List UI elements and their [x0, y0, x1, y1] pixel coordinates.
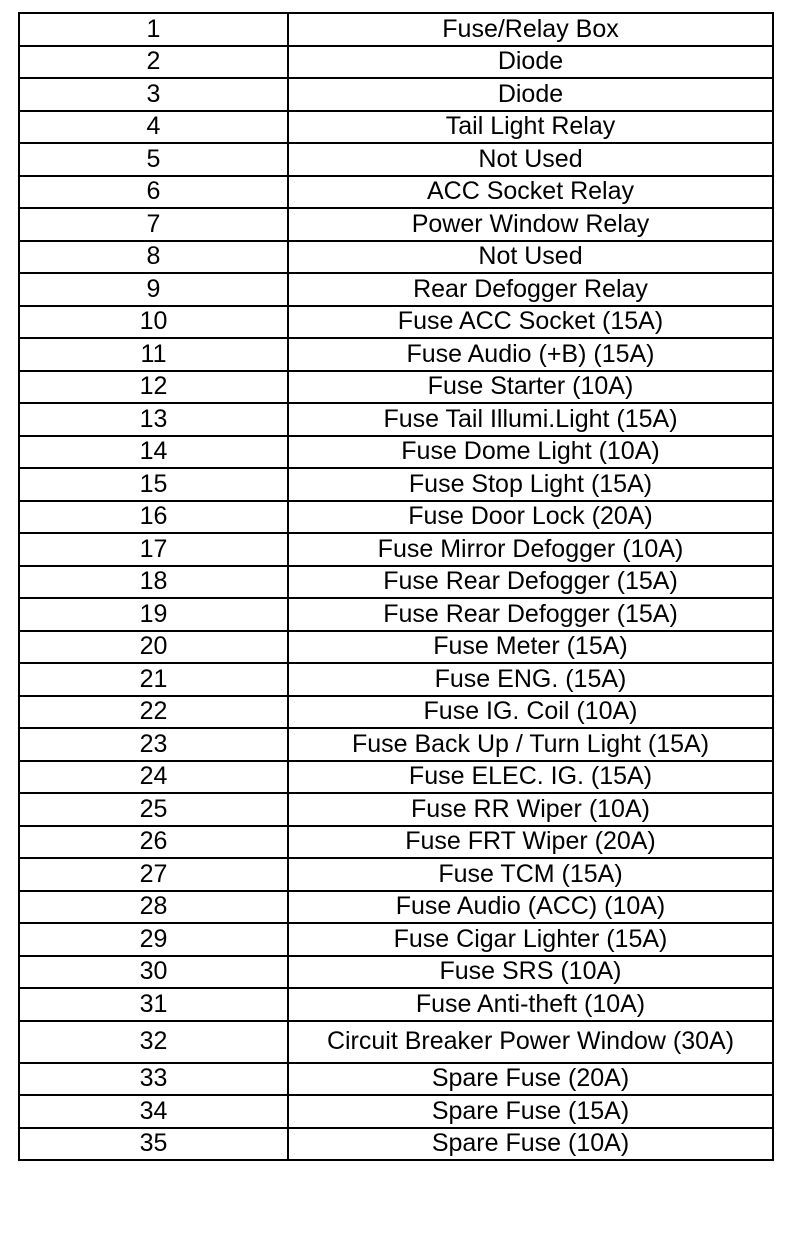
- fuse-number-cell: 34: [19, 1095, 288, 1128]
- fuse-description-cell: Fuse Anti-theft (10A): [288, 988, 773, 1021]
- fuse-number-cell: 6: [19, 176, 288, 209]
- fuse-description-cell: Fuse Rear Defogger (15A): [288, 598, 773, 631]
- fuse-number-cell: 8: [19, 241, 288, 274]
- fuse-number-cell: 4: [19, 111, 288, 144]
- fuse-number-cell: 20: [19, 631, 288, 664]
- fuse-description-cell: Spare Fuse (10A): [288, 1128, 773, 1161]
- table-row: [19, 826, 773, 859]
- table-row: [19, 208, 773, 241]
- table-row: [19, 858, 773, 891]
- table-row: [19, 176, 773, 209]
- fuse-description-cell: Fuse Tail Illumi.Light (15A): [288, 403, 773, 436]
- table-row: [19, 371, 773, 404]
- fuse-number-cell: 12: [19, 371, 288, 404]
- table-row: [19, 533, 773, 566]
- fuse-number-cell: 30: [19, 956, 288, 989]
- table-row: [19, 1063, 773, 1096]
- fuse-description-cell: Fuse Meter (15A): [288, 631, 773, 664]
- table-row: [19, 403, 773, 436]
- fuse-number-cell: 16: [19, 501, 288, 534]
- table-row: [19, 891, 773, 924]
- fuse-description-cell: Fuse Audio (+B) (15A): [288, 338, 773, 371]
- fuse-number-cell: 11: [19, 338, 288, 371]
- fuse-number-cell: 7: [19, 208, 288, 241]
- fuse-description-cell: Fuse FRT Wiper (20A): [288, 826, 773, 859]
- table-row: [19, 436, 773, 469]
- fuse-description-cell: Diode: [288, 46, 773, 79]
- table-row: [19, 143, 773, 176]
- table-row: [19, 78, 773, 111]
- fuse-description-cell: Not Used: [288, 143, 773, 176]
- fuse-number-cell: 24: [19, 761, 288, 794]
- fuse-description-cell: Tail Light Relay: [288, 111, 773, 144]
- table-row: [19, 306, 773, 339]
- fuse-number-cell: 21: [19, 663, 288, 696]
- table-row: [19, 793, 773, 826]
- table-row: [19, 1021, 773, 1063]
- fuse-description-cell: Spare Fuse (15A): [288, 1095, 773, 1128]
- fuse-description-cell: Not Used: [288, 241, 773, 274]
- fuse-number-cell: 35: [19, 1128, 288, 1161]
- fuse-description-cell: Fuse RR Wiper (10A): [288, 793, 773, 826]
- fuse-description-cell: Rear Defogger Relay: [288, 273, 773, 306]
- fuse-table-body: [19, 13, 773, 1160]
- fuse-number-cell: 31: [19, 988, 288, 1021]
- table-row: [19, 566, 773, 599]
- fuse-description-cell: Fuse TCM (15A): [288, 858, 773, 891]
- fuse-number-cell: 14: [19, 436, 288, 469]
- fuse-number-cell: 29: [19, 923, 288, 956]
- fuse-number-cell: 5: [19, 143, 288, 176]
- table-row: [19, 13, 773, 46]
- fuse-number-cell: 3: [19, 78, 288, 111]
- fuse-description-cell: Fuse ELEC. IG. (15A): [288, 761, 773, 794]
- fuse-number-cell: 25: [19, 793, 288, 826]
- table-row: [19, 631, 773, 664]
- fuse-number-cell: 28: [19, 891, 288, 924]
- fuse-description-cell: Fuse Rear Defogger (15A): [288, 566, 773, 599]
- fuse-description-cell: Fuse Starter (10A): [288, 371, 773, 404]
- fuse-description-cell: Fuse SRS (10A): [288, 956, 773, 989]
- table-row: [19, 501, 773, 534]
- fuse-description-cell: Fuse/Relay Box: [288, 13, 773, 46]
- fuse-description-cell: Fuse ACC Socket (15A): [288, 306, 773, 339]
- fuse-number-cell: 1: [19, 13, 288, 46]
- fuse-number-cell: 23: [19, 728, 288, 761]
- table-row: [19, 273, 773, 306]
- fuse-number-cell: 22: [19, 696, 288, 729]
- fuse-description-cell: ACC Socket Relay: [288, 176, 773, 209]
- table-row: [19, 1128, 773, 1161]
- fuse-number-cell: 18: [19, 566, 288, 599]
- fuse-description-cell: Fuse ENG. (15A): [288, 663, 773, 696]
- fuse-number-cell: 13: [19, 403, 288, 436]
- fuse-description-cell: Fuse IG. Coil (10A): [288, 696, 773, 729]
- fuse-description-cell: Fuse Dome Light (10A): [288, 436, 773, 469]
- table-row: [19, 46, 773, 79]
- table-row: [19, 761, 773, 794]
- fuse-description-cell: Fuse Audio (ACC) (10A): [288, 891, 773, 924]
- table-row: [19, 663, 773, 696]
- fuse-description-cell: Power Window Relay: [288, 208, 773, 241]
- fuse-description-cell: Circuit Breaker Power Window (30A): [288, 1021, 773, 1063]
- fuse-description-cell: Fuse Back Up / Turn Light (15A): [288, 728, 773, 761]
- fuse-number-cell: 19: [19, 598, 288, 631]
- table-row: [19, 1095, 773, 1128]
- fuse-number-cell: 26: [19, 826, 288, 859]
- table-row: [19, 956, 773, 989]
- table-row: [19, 988, 773, 1021]
- fuse-description-cell: Fuse Door Lock (20A): [288, 501, 773, 534]
- fuse-description-cell: Fuse Stop Light (15A): [288, 468, 773, 501]
- fuse-description-cell: Diode: [288, 78, 773, 111]
- fuse-description-cell: Spare Fuse (20A): [288, 1063, 773, 1096]
- table-row: [19, 598, 773, 631]
- fuse-number-cell: 33: [19, 1063, 288, 1096]
- fuse-table: [18, 12, 774, 1161]
- table-row: [19, 468, 773, 501]
- table-row: [19, 111, 773, 144]
- fuse-number-cell: 17: [19, 533, 288, 566]
- fuse-number-cell: 27: [19, 858, 288, 891]
- fuse-number-cell: 2: [19, 46, 288, 79]
- table-row: [19, 241, 773, 274]
- table-row: [19, 696, 773, 729]
- fuse-number-cell: 15: [19, 468, 288, 501]
- fuse-number-cell: 9: [19, 273, 288, 306]
- table-row: [19, 728, 773, 761]
- fuse-description-cell: Fuse Mirror Defogger (10A): [288, 533, 773, 566]
- table-row: [19, 338, 773, 371]
- fuse-number-cell: 10: [19, 306, 288, 339]
- fuse-description-cell: Fuse Cigar Lighter (15A): [288, 923, 773, 956]
- fuse-number-cell: 32: [19, 1021, 288, 1063]
- table-row: [19, 923, 773, 956]
